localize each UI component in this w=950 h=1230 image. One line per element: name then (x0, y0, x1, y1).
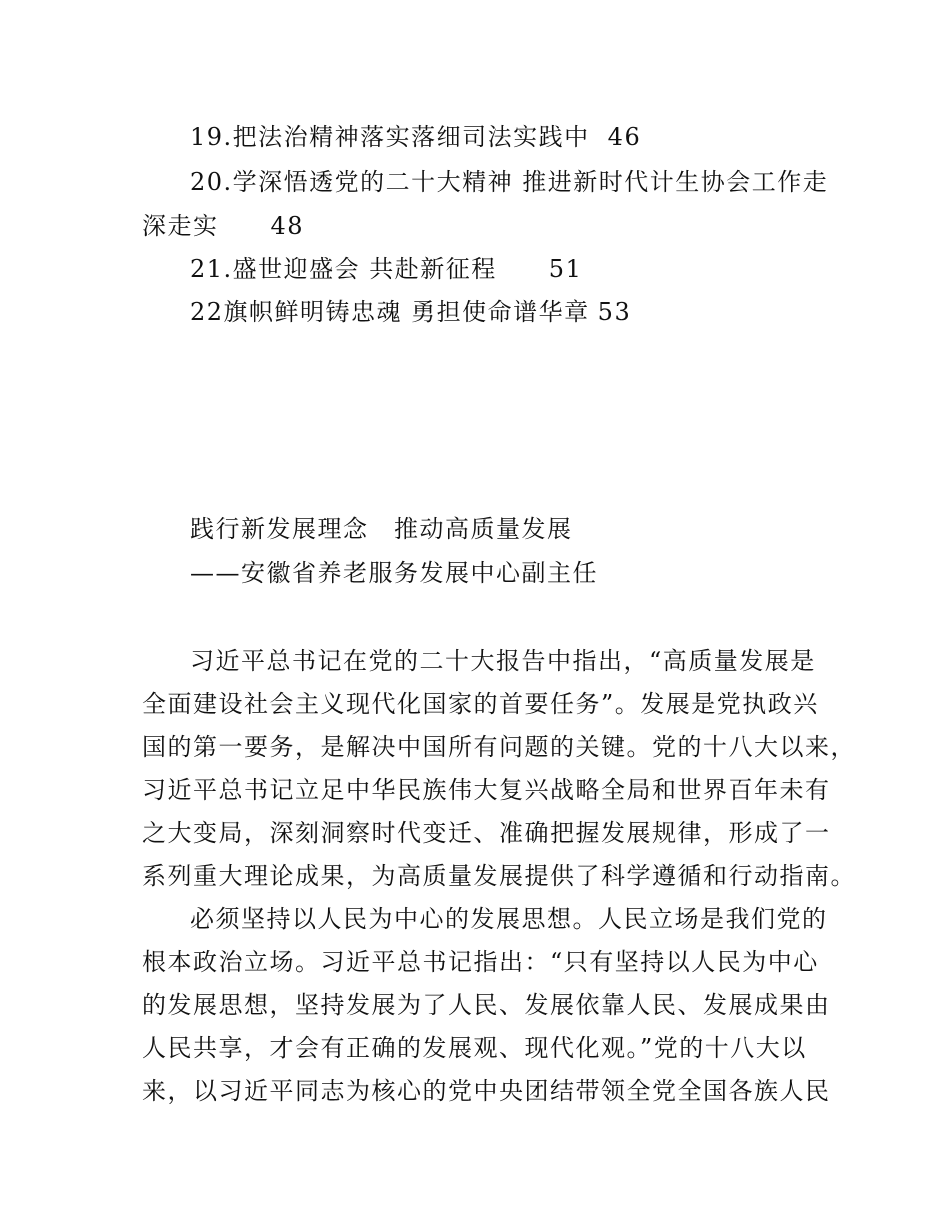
body-line: 的发展思想，坚持发展为了人民、发展依靠人民、发展成果由 (142, 991, 831, 1019)
article-title: 践行新发展理念 推动高质量发展 (190, 515, 573, 543)
body-line: 来，以习近平同志为核心的党中央团结带领全党全国各族人民 (142, 1077, 831, 1105)
body-line: 全面建设社会主义现代化国家的首要任务”。发展是党执政兴 (142, 690, 819, 718)
body-line: 之大变局，深刻洞察时代变迁、准确把握发展规律，形成了一 (142, 819, 831, 847)
toc-entry-title: 20.学深悟透党的二十大精神 推进新时代计生协会工作走 (190, 168, 829, 196)
toc-entry-21 (190, 254, 582, 284)
body-line: 根本政治立场。习近平总书记指出：“只有坚持以人民为中心 (142, 948, 819, 976)
toc-entry-page: 46 (607, 123, 642, 151)
toc-entry-title: 19.把法治精神落实落细司法实践中 (190, 123, 590, 151)
body-line: 必须坚持以人民为中心的发展思想。人民立场是我们党的 (190, 905, 828, 933)
body-line: 系列重大理论成果，为高质量发展提供了科学遵循和行动指南。 (142, 862, 856, 890)
toc-entry-page: 51 (548, 255, 583, 283)
body-line: 国的第一要务，是解决中国所有问题的关键。党的十八大以来， (142, 733, 856, 761)
body-line: 习近平总书记立足中华民族伟大复兴战略全局和世界百年未有 (142, 776, 831, 804)
toc-entry-20-continued (142, 211, 304, 241)
body-line: 习近平总书记在党的二十大报告中指出，“高质量发展是 (190, 647, 816, 675)
body-line: 人民共享，才会有正确的发展观、现代化观。”党的十八大以 (142, 1034, 807, 1062)
toc-entry-title: 深走实 (142, 212, 219, 240)
toc-entry-20 (190, 167, 828, 197)
article-byline: ——安徽省养老服务发展中心副主任 (190, 559, 598, 587)
toc-entry-title: 22旗帜鲜明铸忠魂 勇担使命谱华章 (190, 298, 590, 326)
toc-entry-19 (190, 122, 641, 152)
toc-entry-page: 53 (597, 298, 632, 326)
toc-entry-page: 48 (270, 212, 305, 240)
toc-entry-title: 21.盛世迎盛会 共赴新征程 (190, 255, 497, 283)
toc-entry-22 (190, 297, 631, 327)
